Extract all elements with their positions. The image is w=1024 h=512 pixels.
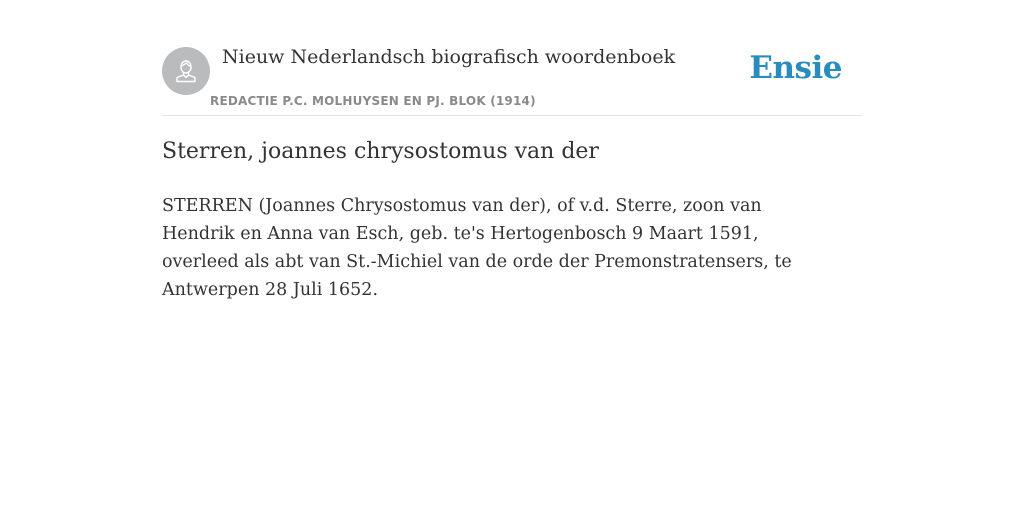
source-title[interactable]: Nieuw Nederlandsch biografisch woordenboek [222,46,676,68]
source-editors: REDACTIE P.C. MOLHUYSEN EN PJ. BLOK (1914) [210,94,536,108]
ensie-logo[interactable]: Ensie [749,50,842,86]
entry-body: STERREN (Joannes Chrysostomus van der), of v.d. Sterre, zoon van Hendrik en Anna van Esch, geb. te's Hertogenbosch 9 Maart 1591, overleed als abt van St.-Michiel van de orde der Premonstratensers, te Antwerpen 28 Juli 1652. [162,196,792,300]
entry-title: Sterren, joannes chrysostomus van der [162,139,599,164]
avatar[interactable] [162,47,210,95]
user-icon [172,57,200,85]
source-header [162,40,862,116]
